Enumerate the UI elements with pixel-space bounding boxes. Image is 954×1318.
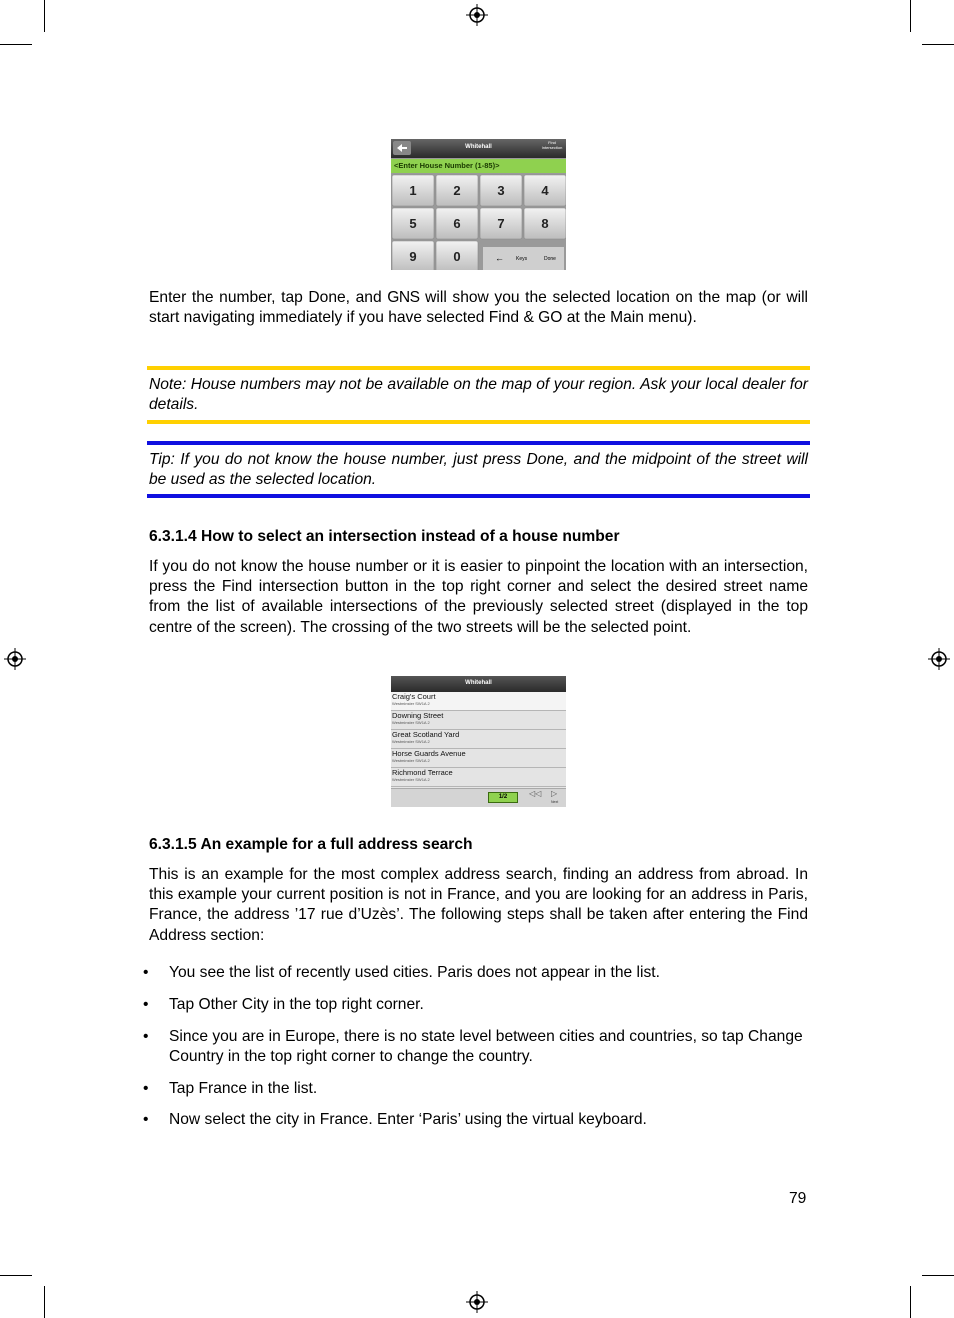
paragraph-text: will show you the selected location on the map (or will start navigating immediately if you have selected Find & GO at the Main menu). bbox=[149, 289, 809, 327]
note-top-rule bbox=[147, 366, 810, 370]
list-item[interactable] bbox=[391, 768, 566, 787]
bullet-icon: • bbox=[143, 964, 149, 981]
list-item[interactable] bbox=[391, 711, 566, 730]
section-body: This is an example for the most complex address search, finding an address from abroad. In this example your current position is not in France, and you are looking for an address in Paris, France, the address ’17 rue d’Uzès’. The following steps shall be taken after entering the Find Address section: bbox=[149, 866, 808, 944]
keypad-key-label: 9 bbox=[409, 249, 417, 264]
step-item: Tap Other City in the top right corner. bbox=[169, 996, 424, 1013]
street-district: Westminster SW1A 2 bbox=[392, 739, 430, 744]
keypad-key-label: 3 bbox=[497, 183, 505, 198]
street-name: Horse Guards Avenue bbox=[392, 749, 466, 758]
keypad-key-label: 6 bbox=[453, 216, 461, 231]
section-body: If you do not know the house number or it is easier to pinpoint the location with an intersection, press the Find intersection button in the top right corner and select the desired street name from the list of available intersections of the previously selected street (displayed in the top centre of the screen). The crossing of the two streets will be the selected point. bbox=[149, 558, 808, 636]
house-number-placeholder: <Enter House Number (1-85)> bbox=[394, 161, 500, 170]
crop-mark bbox=[0, 1275, 32, 1276]
street-name: Great Scotland Yard bbox=[392, 730, 460, 739]
registration-mark-icon bbox=[928, 648, 950, 670]
paragraph-text: Enter the number, tap Done, and bbox=[149, 289, 388, 306]
street-district: Westminster SW1A 2 bbox=[392, 758, 430, 763]
find-intersection-button[interactable]: Find Intersection bbox=[541, 140, 563, 150]
keypad-key-label: 5 bbox=[409, 216, 417, 231]
street-name: Craig's Court bbox=[392, 692, 436, 701]
bullet-icon: • bbox=[143, 996, 149, 1013]
tip-text: Tip: If you do not know the house number, just press Done, and the midpoint of the street will be used as the selected location. bbox=[149, 451, 808, 489]
brand-name: GNS bbox=[387, 289, 420, 306]
page-indicator: 1/2 bbox=[488, 792, 518, 803]
done-button[interactable]: Done bbox=[544, 256, 556, 262]
keypad-key-label: 2 bbox=[453, 183, 461, 198]
step-item: Now select the city in France. Enter ‘Paris’ using the virtual keyboard. bbox=[169, 1111, 647, 1128]
street-name: Downing Street bbox=[392, 711, 444, 720]
street-district: Westminster SW1A 2 bbox=[392, 720, 430, 725]
keys-button[interactable]: Keys bbox=[516, 256, 528, 262]
intersection-list-screenshot bbox=[391, 676, 566, 807]
crop-mark bbox=[910, 0, 911, 32]
page-number: 79 bbox=[789, 1190, 807, 1207]
street-name: Richmond Terrace bbox=[392, 768, 453, 777]
keypad-key-label: 8 bbox=[541, 216, 549, 231]
step-item: Tap France in the list. bbox=[169, 1080, 318, 1097]
list-item[interactable] bbox=[391, 692, 566, 711]
list-item[interactable] bbox=[391, 730, 566, 749]
intro-paragraph bbox=[149, 288, 808, 328]
screen-title: Whitehall bbox=[465, 680, 492, 686]
registration-mark-icon bbox=[466, 1291, 488, 1313]
street-district: Westminster SW1A 2 bbox=[392, 701, 430, 706]
crop-mark bbox=[922, 1275, 954, 1276]
next-button-label[interactable]: Next bbox=[551, 800, 559, 804]
tip-top-rule bbox=[147, 441, 810, 445]
crop-mark bbox=[0, 44, 32, 45]
street-district: Westminster SW1A 2 bbox=[392, 777, 430, 782]
keypad-key-label: 7 bbox=[497, 216, 505, 231]
step-item: You see the list of recently used cities. Paris does not appear in the list. bbox=[169, 964, 660, 981]
bullet-icon: • bbox=[143, 1028, 149, 1045]
next-page-icon[interactable]: ▷ bbox=[551, 789, 558, 798]
screen-title: Whitehall bbox=[465, 144, 492, 150]
keypad-key-label: 1 bbox=[409, 183, 417, 198]
house-number-screenshot bbox=[391, 139, 566, 270]
note-text: Note: House numbers may not be available on the map of your region. Ask your local dealer for details. bbox=[149, 376, 808, 414]
crop-mark bbox=[922, 44, 954, 45]
crop-mark bbox=[44, 0, 45, 32]
tip-bottom-rule bbox=[147, 494, 810, 498]
bullet-icon: • bbox=[143, 1111, 149, 1128]
crop-mark bbox=[910, 1286, 911, 1318]
section-heading: 6.3.1.5 An example for a full address search bbox=[149, 836, 473, 853]
intersection-list bbox=[391, 692, 566, 787]
step-item: Since you are in Europe, there is no state level between cities and countries, so tap Change Country in the top right corner to change the country. bbox=[169, 1028, 803, 1066]
registration-mark-icon bbox=[4, 648, 26, 670]
keypad-key-label: 4 bbox=[541, 183, 549, 198]
section-heading: 6.3.1.4 How to select an intersection instead of a house number bbox=[149, 528, 620, 545]
backspace-key[interactable]: ← bbox=[495, 253, 504, 263]
crop-mark bbox=[44, 1286, 45, 1318]
keypad-key-label: 0 bbox=[453, 249, 461, 264]
list-item[interactable] bbox=[391, 749, 566, 768]
note-bottom-rule bbox=[147, 420, 810, 424]
prev-page-icon[interactable]: ◁◁ bbox=[529, 789, 542, 798]
registration-mark-icon bbox=[466, 4, 488, 26]
bullet-icon: • bbox=[143, 1080, 149, 1097]
